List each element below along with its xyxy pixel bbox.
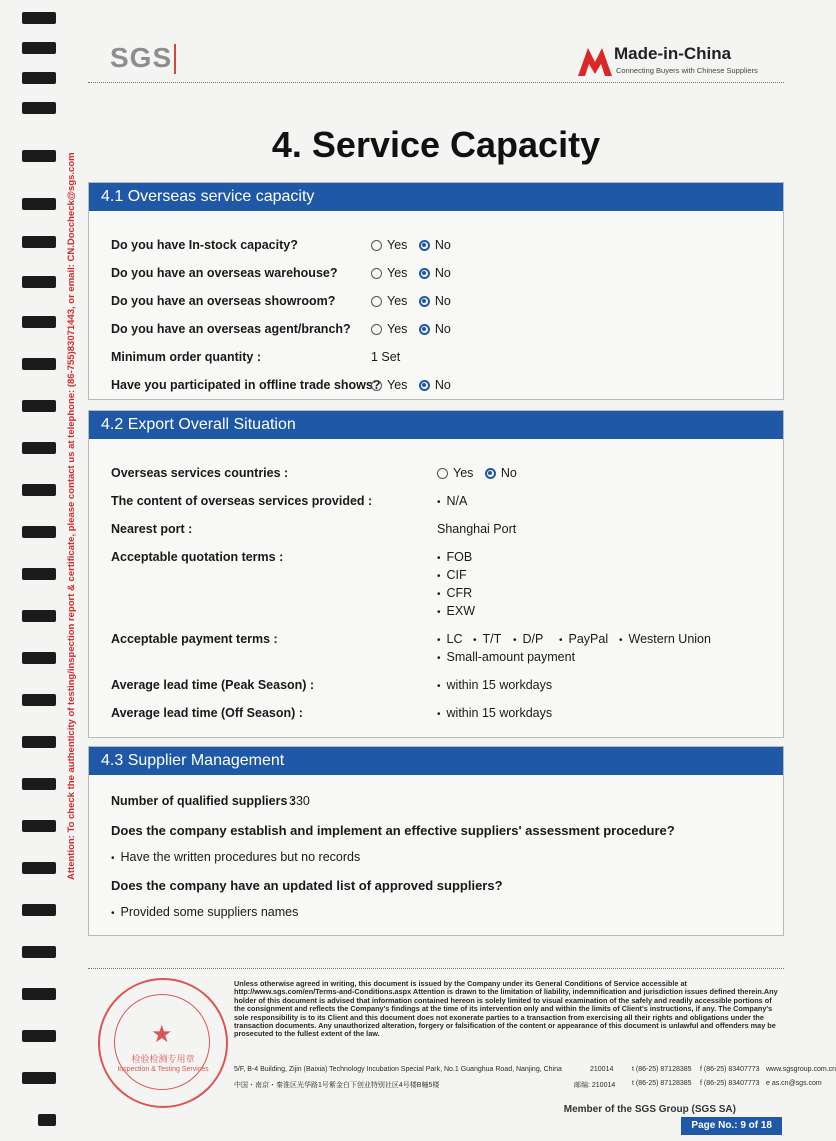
postcode-cn: 邮编: 210014 <box>574 1082 616 1089</box>
address-en: 5/F, B-4 Building, Zijin (Baixia) Technology Incubation Special Park, No.1 Guanghua Road, Nanjing, China <box>234 1066 562 1073</box>
radio-selected-icon <box>419 296 430 307</box>
answer-assessment: • Have the written procedures but no records <box>111 850 360 864</box>
yes-no-choice <box>437 462 525 486</box>
row-showroom <box>111 290 773 312</box>
yes-no-choice <box>371 318 459 342</box>
row-lead-time-off <box>111 702 773 724</box>
yes-option: Yes <box>371 262 407 284</box>
row-nearest-port <box>111 518 773 540</box>
row-label: Average lead time (Off Season) : <box>111 706 303 720</box>
quotation-term: • FOB <box>437 548 472 566</box>
radio-selected-icon <box>419 324 430 335</box>
seal-text: 检验检测专用章 <box>131 1054 195 1064</box>
page-number: Page No.: 9 of 18 <box>681 1117 782 1135</box>
row-label: Have you participated in offline trade shows? <box>111 378 381 392</box>
page-title: 4. Service Capacity <box>271 124 601 165</box>
row-label: Do you have an overseas agent/branch? <box>111 322 351 336</box>
yes-no-choice <box>371 290 459 314</box>
yes-option: Yes <box>371 234 407 256</box>
row-moq <box>111 346 773 368</box>
no-option: No <box>419 374 451 396</box>
sgs-member-note: Member of the SGS Group (SGS SA) <box>563 1104 736 1115</box>
authenticity-notice: Attention: To check the authenticity of testing/inspection report & certificate, please contact us at telephone: (86-755)83071443, or email: CN.Doccheck@sgs.com <box>66 152 77 880</box>
payment-term: • LC <box>437 630 463 648</box>
mic-tagline: Connecting Buyers with Chinese Suppliers <box>616 66 758 75</box>
radio-selected-icon <box>485 468 496 479</box>
made-in-china-logo <box>570 40 780 82</box>
answer-approved-list: • Provided some suppliers names <box>111 905 298 919</box>
address-cn: 中国・南京・秦淮区光华路1号紫金白下创业特别社区4号楼B幢5楼 <box>234 1082 440 1089</box>
fax-cn: f (86-25) 83407773 <box>700 1080 760 1087</box>
legal-disclaimer: Unless otherwise agreed in writing, this document is issued by the Company under its General Conditions of Service accessible at http://www.sgs.com/en/Terms-and-Conditions.aspx Attention is drawn to the limitation of liability, indemnification and jurisdiction issues defined therein.Any holder of this document is advised that information contained hereon is solely limited to visual examination of the safely and readily accessible portions of the consignment and reflects the Company's findings at the time of its intervention only and within the limits of Client's instructions, if any. The Company's sole responsibility is to its Client and this document does not exonerate parties to a transaction from exercising all their rights and obligations under the transaction documents. Any unauthorized alteration, forgery or falsification of the content or appearance of this document is unlawful and offenders may be prosecuted to the fullest extent of the law. <box>234 979 778 1039</box>
radio-empty-icon <box>371 296 382 307</box>
yes-option: Yes <box>371 318 407 340</box>
payment-term: • D/P <box>513 630 543 648</box>
moq-value: 1 Set <box>371 350 401 364</box>
row-label: Do you have an overseas showroom? <box>111 294 336 308</box>
row-label: Average lead time (Peak Season) : <box>111 678 315 692</box>
question-assessment: Does the company establish and implement an effective suppliers' assessment procedure? <box>111 823 675 838</box>
address-line-en <box>234 1066 836 1076</box>
section-supplier-management <box>88 746 784 936</box>
section-overseas-service <box>88 182 784 400</box>
row-in-stock <box>111 234 773 256</box>
row-agent-branch <box>111 318 773 340</box>
quotation-term: • CFR <box>437 584 472 602</box>
row-lead-time-peak <box>111 674 773 696</box>
radio-empty-icon <box>437 468 448 479</box>
row-trade-shows <box>111 374 773 396</box>
star-icon: ★ <box>151 1021 173 1048</box>
website: www.sgsgroup.com.cn <box>766 1066 836 1073</box>
telephone: t (86-25) 87128385 <box>632 1066 692 1073</box>
quotation-term: • EXW <box>437 602 475 620</box>
lead-time-off-value: • within 15 workdays <box>437 702 552 726</box>
sgs-logo-bar <box>174 44 176 74</box>
yes-option: Yes <box>371 374 407 396</box>
row-label: Number of qualified suppliers : <box>111 794 296 808</box>
row-label: The content of overseas services provided : <box>111 494 373 508</box>
payment-term: • T/T <box>473 630 501 648</box>
question-approved-list: Does the company have an updated list of approved suppliers? <box>111 878 503 893</box>
no-option: No <box>419 318 451 340</box>
payment-term: • Western Union <box>619 630 711 648</box>
payment-term: • PayPal <box>559 630 608 648</box>
row-label: Nearest port : <box>111 522 193 536</box>
row-service-content <box>111 490 773 512</box>
row-qualified-suppliers <box>111 790 773 812</box>
quotation-term: • CIF <box>437 566 467 584</box>
section-heading: 4.1 Overseas service capacity <box>89 183 783 211</box>
yes-no-choice <box>371 374 459 398</box>
qualified-suppliers-value: 330 <box>289 794 310 808</box>
sgs-logo: SGS <box>110 42 173 73</box>
row-label: Acceptable payment terms : <box>111 632 278 646</box>
radio-selected-icon <box>419 380 430 391</box>
report-page <box>88 0 836 1141</box>
inspection-seal <box>98 978 228 1108</box>
radio-selected-icon <box>419 240 430 251</box>
row-service-countries <box>111 462 773 484</box>
payment-term: • Small-amount payment <box>437 648 575 666</box>
row-label: Do you have In-stock capacity? <box>111 238 298 252</box>
lead-time-peak-value: • within 15 workdays <box>437 674 552 698</box>
footer-divider <box>88 968 784 969</box>
page-header <box>88 38 784 84</box>
port-value: Shanghai Port <box>437 522 517 536</box>
row-label: Overseas services countries : <box>111 466 289 480</box>
yes-option: Yes <box>437 462 473 484</box>
yes-option: Yes <box>371 290 407 312</box>
row-label: Do you have an overseas warehouse? <box>111 266 338 280</box>
no-option: No <box>419 262 451 284</box>
row-label: Minimum order quantity : <box>111 350 261 364</box>
radio-empty-icon <box>371 268 382 279</box>
seal-subtext: Inspection & Testing Services <box>117 1066 209 1073</box>
radio-empty-icon <box>371 324 382 335</box>
section-heading: 4.3 Supplier Management <box>89 747 783 775</box>
spiral-binding <box>0 0 62 1141</box>
mic-m-icon <box>578 44 612 76</box>
yes-no-choice <box>371 234 459 258</box>
telephone-cn: t (86-25) 87128385 <box>632 1080 692 1087</box>
radio-empty-icon <box>371 240 382 251</box>
postcode-en: 210014 <box>590 1066 614 1073</box>
yes-no-choice <box>371 262 459 286</box>
radio-selected-icon <box>419 268 430 279</box>
row-label: Acceptable quotation terms : <box>111 550 284 564</box>
radio-empty-icon <box>371 380 382 391</box>
fax: f (86-25) 83407773 <box>700 1066 760 1073</box>
no-option: No <box>419 234 451 256</box>
mic-name: Made-in-China <box>614 44 732 63</box>
section-heading: 4.2 Export Overall Situation <box>89 411 783 439</box>
service-content-value: • N/A <box>437 490 467 514</box>
header-divider <box>88 82 784 83</box>
email: e as.cn@sgs.com <box>766 1080 822 1087</box>
address-line-cn <box>234 1080 822 1090</box>
no-option: No <box>419 290 451 312</box>
row-warehouse <box>111 262 773 284</box>
no-option: No <box>485 462 517 484</box>
section-export-situation <box>88 410 784 738</box>
